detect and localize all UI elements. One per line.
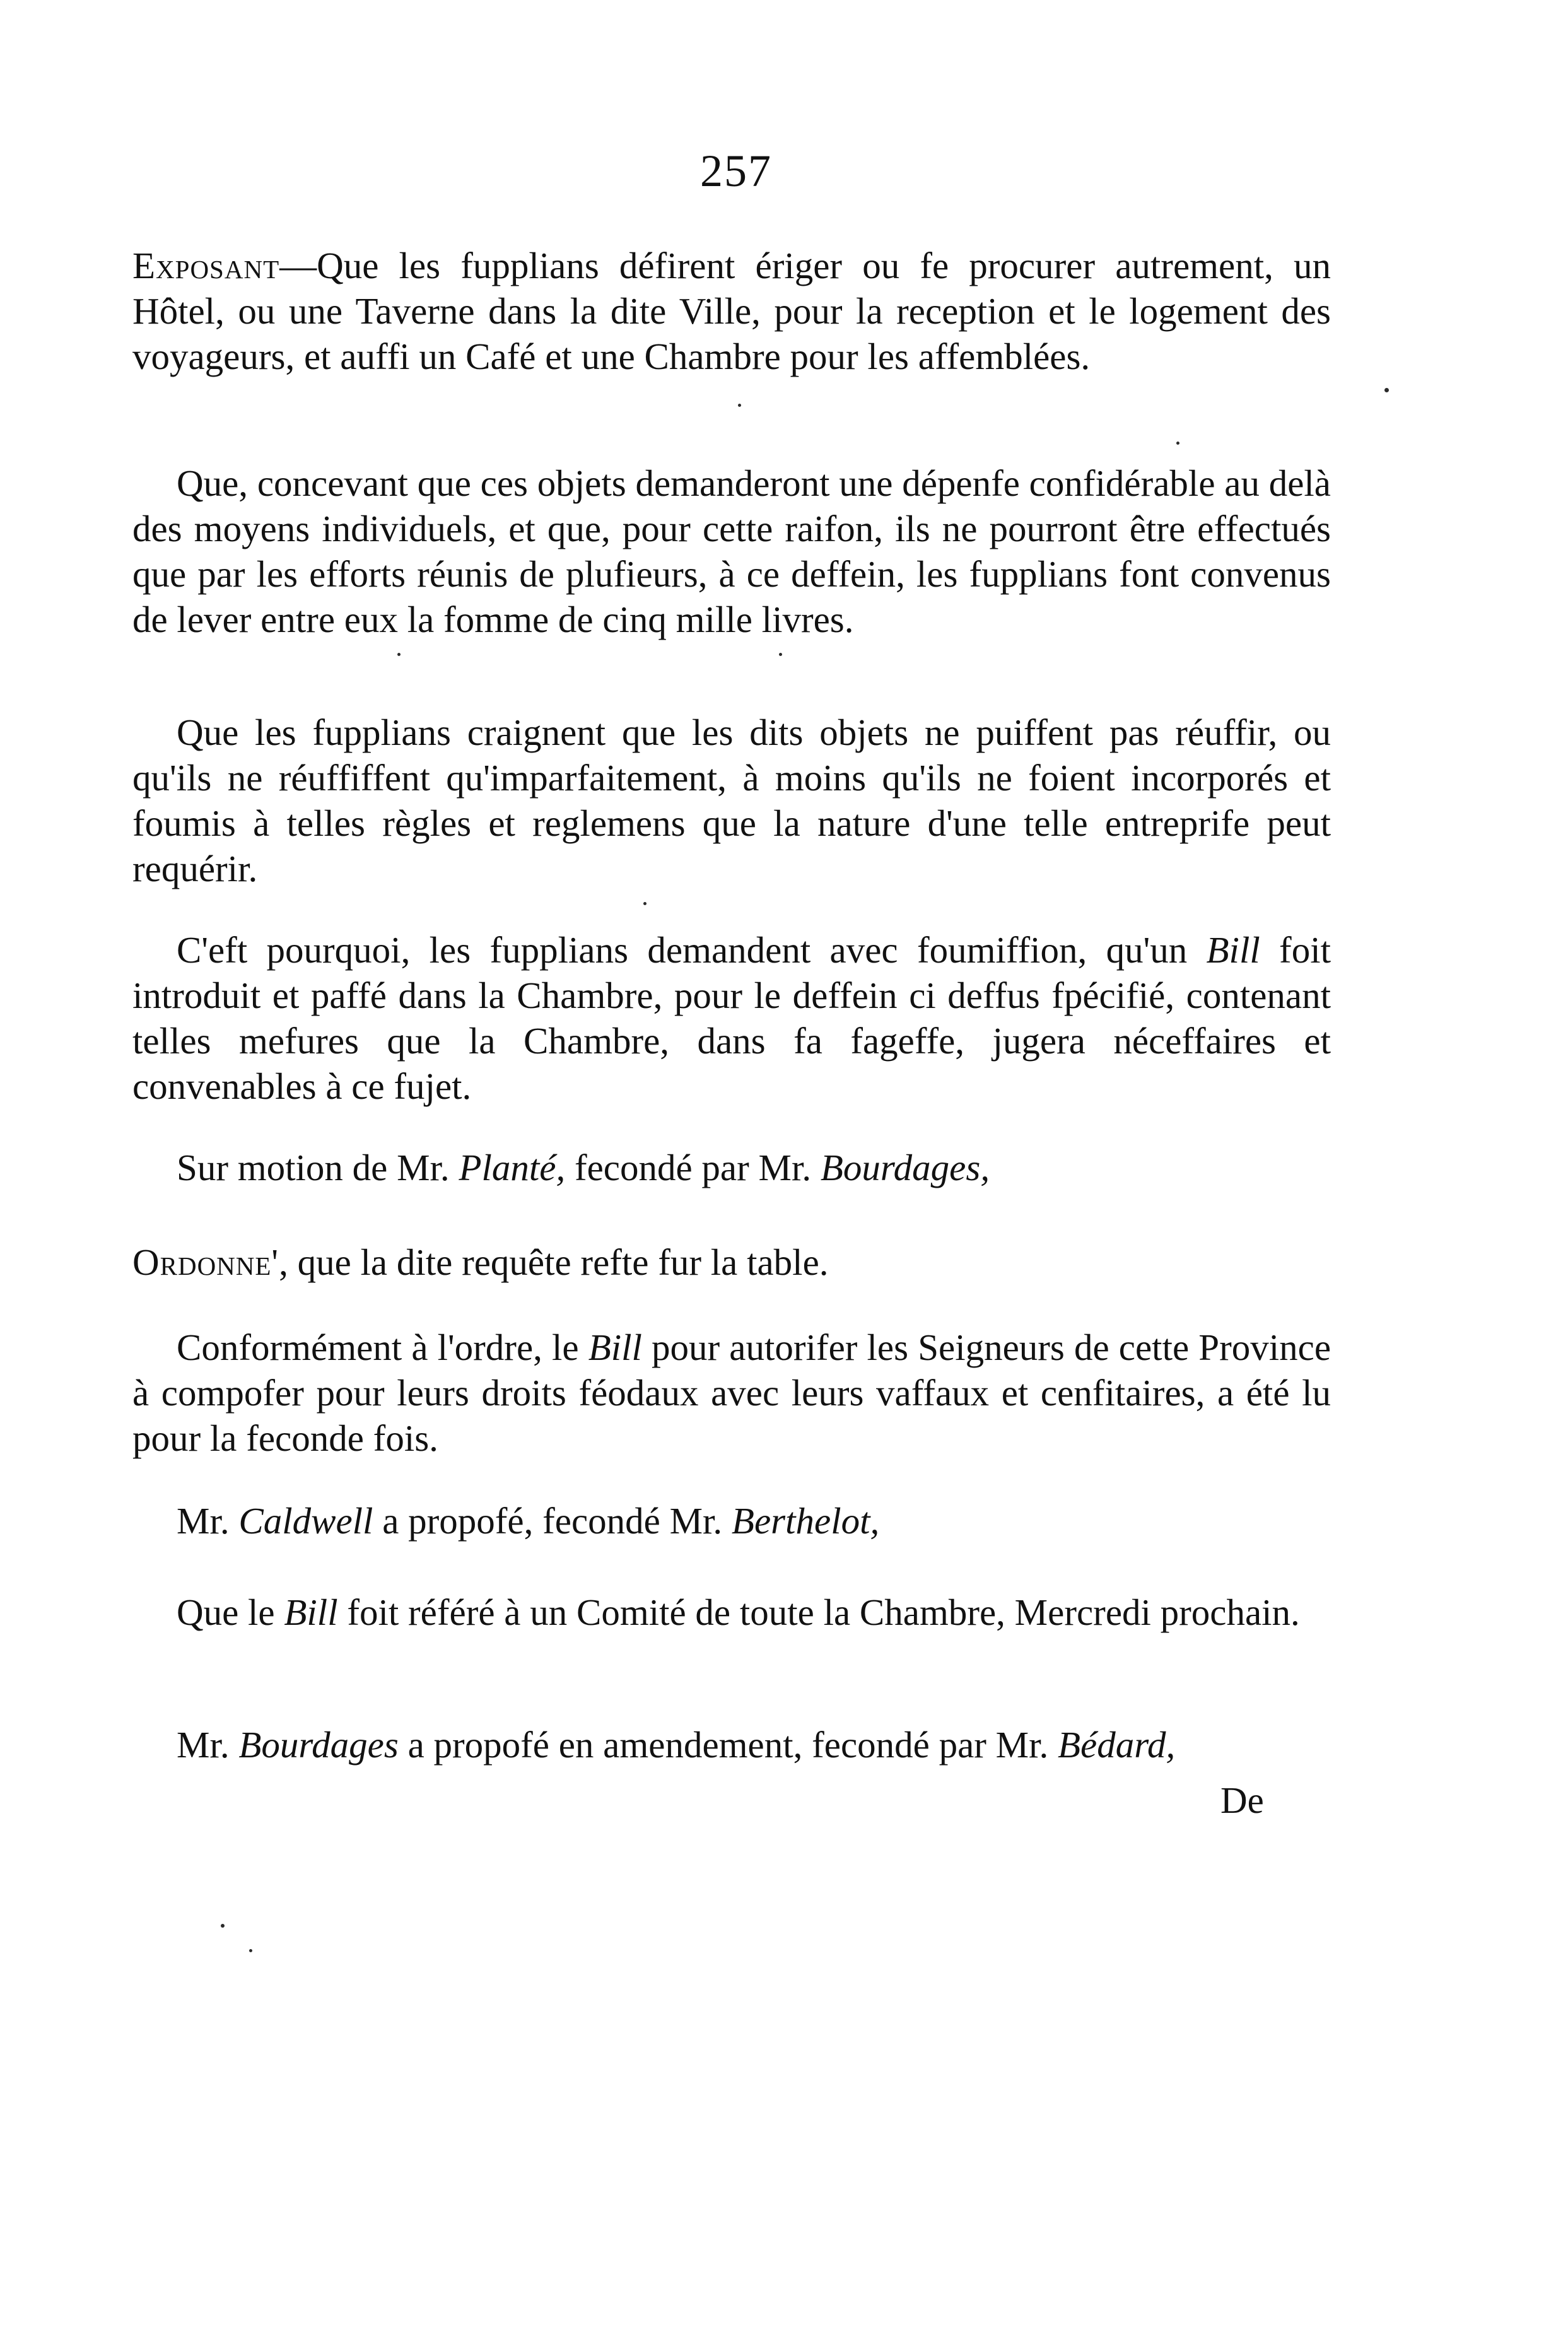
bill-term: Bill: [1206, 929, 1260, 971]
comite-before: Que le: [177, 1591, 284, 1633]
member-name-bedard: Bédard,: [1058, 1724, 1176, 1766]
exposant-text: —Que les fupplians défirent ériger ou fe procurer autrement, un Hôtel, ou une Taverne dans la dite Ville, pour la reception et le logement des voyageurs, et auffi un Café et une Chambre pour les affemblées.: [132, 245, 1331, 377]
motion-before: Sur motion de Mr.: [177, 1147, 459, 1188]
print-speck: [1176, 442, 1179, 445]
page-number: 257: [700, 146, 772, 196]
member-name-bourdages: Bourdages: [238, 1724, 399, 1766]
paragraph-pourquoi: [132, 927, 1331, 1109]
paragraph-depense: Que, concevant que ces objets demanderont une dépenfe confidérable au delà des moyens individuels, et que, pour cette raifon, ils ne pourront être effectués que par les efforts réunis de plufieurs, à ce deffein, les fupplians font convenus de lever entre eux la fomme de cinq mille livres.: [132, 462, 1331, 640]
paragraph-caldwell: [132, 1498, 1331, 1544]
paragraph-ordonne: [132, 1239, 1331, 1285]
motion-middle: fecondé par Mr.: [565, 1147, 821, 1188]
comite-after: foit référé à un Comité de toute la Chambre, Mercredi prochain.: [337, 1591, 1300, 1633]
paragraph-conformement: [132, 1325, 1331, 1461]
caldwell-before: Mr.: [177, 1500, 239, 1542]
member-name-plante: Planté,: [459, 1147, 566, 1188]
print-speck: [1384, 388, 1389, 392]
ordonne-text: , que la dite requête refte fur la table.: [279, 1241, 829, 1283]
conformement-before: Conformément à l'ordre, le: [177, 1327, 588, 1368]
paragraph-amendement: [132, 1722, 1331, 1767]
paragraph-exposant: [132, 243, 1331, 379]
paragraph-craignent: Que les fupplians craignent que les dits objets ne puiffent pas réuffir, ou qu'ils ne réuffiffent qu'imparfaitement, à moins qu'ils ne foient incorporés et foumis à telles règles et reglemens que la nature d'une telle entreprife peut requérir.: [132, 712, 1331, 889]
paragraph-comite: [132, 1590, 1331, 1635]
exposant-lead: Exposant: [132, 245, 280, 286]
member-name-berthelot: Berthelot,: [731, 1500, 880, 1542]
caldwell-middle: a propofé, fecondé Mr.: [373, 1500, 732, 1542]
ordonne-lead: Ordonne': [132, 1241, 279, 1283]
print-speck: [397, 653, 401, 656]
member-name-bourdages: Bourdages,: [820, 1147, 990, 1188]
pourquoi-before: C'eft pourquoi, les fupplians demandent avec foumiffion, qu'un: [177, 929, 1207, 971]
print-speck: [249, 1949, 252, 1952]
member-name-caldwell: Caldwell: [238, 1500, 373, 1542]
print-speck: [221, 1924, 225, 1928]
print-speck: [643, 902, 647, 905]
bill-term: Bill: [588, 1327, 642, 1368]
print-speck: [779, 653, 782, 656]
amendement-before: Mr.: [177, 1724, 239, 1766]
amendement-middle: a propofé en amendement, fecondé par Mr.: [398, 1724, 1058, 1766]
catchword: De: [1220, 1779, 1264, 1821]
print-speck: [738, 404, 741, 407]
pourquoi-after: foit introduit et paffé dans la Chambre, pour le deffein ci deffus fpécifié, contenant telles mefures que la Chambre, dans fa fageffe, jugera néceffaires et convenables à ce fujet.: [132, 929, 1331, 1107]
paragraph-motion-plante: [132, 1145, 1331, 1190]
bill-term: Bill: [284, 1591, 338, 1633]
conformement-after: pour autorifer les Seigneurs de cette Province à compofer pour leurs droits féodaux avec leurs vaffaux et cenfitaires, a été lu pour la feconde fois.: [132, 1327, 1331, 1459]
